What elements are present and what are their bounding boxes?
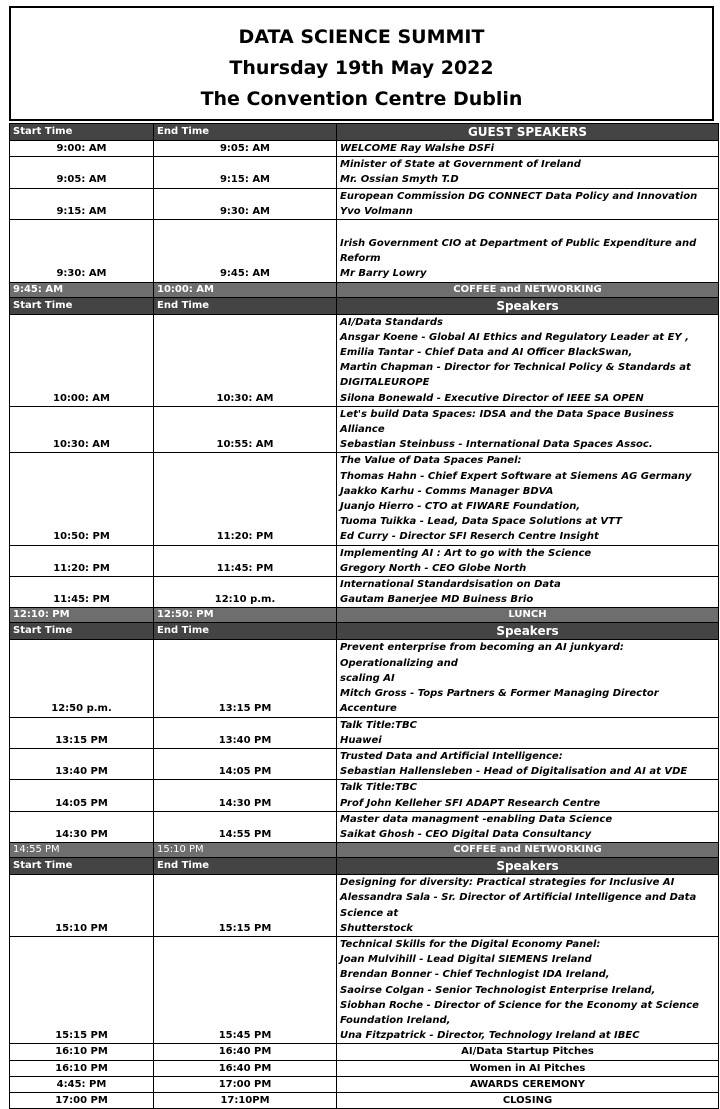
session-line: Foundation Ireland, (340, 1014, 451, 1026)
start-time-header: Start Time (10, 858, 154, 875)
session-description (337, 314, 719, 406)
closing-start-time: 16:10 PM (10, 1060, 154, 1076)
session-row (10, 220, 719, 283)
session-line: European Commission DG CONNECT Data Policy and Innovation (340, 190, 698, 202)
session-line: Silona Bonewald - Executive Director of IEEE SA OPEN (340, 392, 644, 404)
session-row (10, 748, 719, 779)
closing-start-time: 17:00 PM (10, 1092, 154, 1108)
session-end-time: 9:30: AM (154, 188, 337, 219)
end-time-header: End Time (154, 297, 337, 314)
session-row (10, 314, 719, 406)
session-line: Huawei (340, 734, 382, 746)
session-line: Alessandra Sala - Sr. Director of Artificial Intelligence and Data Science at (340, 892, 697, 919)
closing-row (10, 1076, 719, 1092)
closing-label: AI/Data Startup Pitches (337, 1044, 719, 1060)
session-row (10, 545, 719, 576)
closing-end-time: 16:40 PM (154, 1044, 337, 1060)
closing-label: AWARDS CEREMONY (337, 1076, 719, 1092)
closing-end-time: 17:00 PM (154, 1076, 337, 1092)
session-line: Gregory North - CEO Globe North (340, 562, 527, 574)
session-line: Irish Government CIO at Department of Public Expenditure and Reform (340, 238, 697, 265)
session-line: Prof John Kelleher SFI ADAPT Research Centre (340, 797, 601, 809)
session-end-time: 14:30 PM (154, 780, 337, 811)
session-end-time: 13:40 PM (154, 717, 337, 748)
start-time-header: Start Time (10, 297, 154, 314)
start-time-header: Start Time (10, 623, 154, 640)
session-line: Saoirse Colgan - Senior Technologist Enterprise Ireland, (340, 984, 656, 996)
break-row (10, 843, 719, 858)
start-time-header: Start Time (10, 124, 154, 141)
session-end-time: 9:05: AM (154, 141, 337, 157)
closing-start-time: 16:10 PM (10, 1044, 154, 1060)
session-row (10, 188, 719, 219)
session-line: Thomas Hahn - Chief Expert Software at Siemens AG Germany (340, 470, 692, 482)
session-start-time: 14:30 PM (10, 811, 154, 842)
end-time-header: End Time (154, 858, 337, 875)
break-row (10, 608, 719, 623)
session-line: Prevent enterprise from becoming an AI junkyard: Operationalizing and (340, 642, 624, 669)
event-date: Thursday 19th May 2022 (229, 57, 494, 79)
session-line: Minister of State at Government of Ireland (340, 159, 581, 171)
session-description (337, 811, 719, 842)
session-line: Martin Chapman - Director for Technical Policy & Standards at (340, 362, 691, 374)
event-venue: The Convention Centre Dublin (200, 88, 523, 110)
session-line: Mr Barry Lowry (340, 268, 427, 280)
session-row (10, 936, 719, 1043)
session-start-time: 9:00: AM (10, 141, 154, 157)
break-label: LUNCH (337, 608, 719, 623)
closing-row (10, 1060, 719, 1076)
session-line: Technical Skills for the Digital Economy Panel: (340, 938, 601, 950)
session-line: Talk Title:TBC (340, 782, 417, 794)
session-line: Yvo Volmann (340, 205, 413, 217)
session-line: Mitch Gross - Tops Partners & Former Managing Director Accenture (340, 688, 659, 715)
session-line: Designing for diversity: Practical strategies for Inclusive AI (340, 877, 675, 889)
schedule-table (9, 123, 719, 1109)
session-start-time: 15:15 PM (10, 936, 154, 1043)
session-line: Saikat Ghosh - CEO Digital Data Consultancy (340, 828, 592, 840)
closing-row (10, 1092, 719, 1108)
section-header-row (10, 297, 719, 314)
session-start-time: 13:40 PM (10, 748, 154, 779)
section-header-row (10, 858, 719, 875)
break-end-time: 12:50: PM (154, 608, 337, 623)
session-row (10, 141, 719, 157)
session-line: Master data managment -enabling Data Science (340, 813, 613, 825)
session-line: Joan Mulvihill - Lead Digital SIEMENS Ireland (340, 954, 592, 966)
section-header-row (10, 623, 719, 640)
session-end-time: 15:15 PM (154, 875, 337, 937)
session-row (10, 640, 719, 717)
session-description (337, 157, 719, 188)
closing-label: CLOSING (337, 1092, 719, 1108)
session-line: scaling AI (340, 672, 395, 684)
session-line: Emilia Tantar - Chief Data and AI Officer BlackSwan, (340, 347, 633, 359)
closing-end-time: 17:10PM (154, 1092, 337, 1108)
break-start-time: 14:55 PM (10, 843, 154, 858)
session-line: Sebastian Hallensleben - Head of Digitalisation and AI at VDE (340, 766, 688, 778)
session-line: DIGITALEUROPE (340, 377, 430, 389)
schedule-body (10, 124, 719, 1109)
session-description (337, 748, 719, 779)
session-description (337, 717, 719, 748)
session-end-time: 11:20: PM (154, 453, 337, 545)
session-start-time: 11:45: PM (10, 577, 154, 608)
session-row (10, 717, 719, 748)
session-line: WELCOME Ray Walshe DSFi (340, 143, 495, 154)
session-end-time: 9:15: AM (154, 157, 337, 188)
session-description (337, 640, 719, 717)
session-start-time: 15:10 PM (10, 875, 154, 937)
session-line: Jaakko Karhu - Comms Manager BDVA (340, 485, 554, 497)
closing-label: Women in AI Pitches (337, 1060, 719, 1076)
session-line: Trusted Data and Artificial Intelligence: (340, 750, 563, 762)
session-row (10, 780, 719, 811)
session-row (10, 875, 719, 937)
end-time-header: End Time (154, 623, 337, 640)
session-line: Mr. Ossian Smyth T.D (340, 174, 459, 186)
session-line: Shutterstock (340, 922, 413, 934)
session-line: Talk Title:TBC (340, 719, 417, 731)
session-end-time: 11:45: PM (154, 545, 337, 576)
session-description (337, 936, 719, 1043)
session-line: Tuoma Tuikka - Lead, Data Space Solutions at VTT (340, 516, 622, 528)
section-title: Speakers (337, 858, 719, 875)
session-end-time: 10:55: AM (154, 406, 337, 453)
session-end-time: 10:30: AM (154, 314, 337, 406)
break-row (10, 282, 719, 297)
session-description (337, 141, 719, 157)
closing-start-time: 4:45: PM (10, 1076, 154, 1092)
session-line: Ed Curry - Director SFI Reserch Centre Insight (340, 531, 599, 543)
session-row (10, 453, 719, 545)
session-row (10, 811, 719, 842)
session-start-time: 10:00: AM (10, 314, 154, 406)
session-start-time: 12:50 p.m. (10, 640, 154, 717)
session-end-time: 9:45: AM (154, 220, 337, 283)
session-description (337, 545, 719, 576)
session-line: Juanjo Hierro - CTO at FIWARE Foundation, (340, 501, 581, 513)
closing-end-time: 16:40 PM (154, 1060, 337, 1076)
event-title: DATA SCIENCE SUMMIT (238, 26, 485, 48)
session-row (10, 577, 719, 608)
session-line: Gautam Banerjee MD Buiness Brio (340, 594, 534, 606)
session-line: Una Fitzpatrick - Director, Technology Ireland at IBEC (340, 1030, 640, 1042)
session-end-time: 14:55 PM (154, 811, 337, 842)
session-description (337, 780, 719, 811)
break-end-time: 10:00: AM (154, 282, 337, 297)
session-description (337, 406, 719, 453)
break-start-time: 9:45: AM (10, 282, 154, 297)
break-start-time: 12:10: PM (10, 608, 154, 623)
break-label: COFFEE and NETWORKING (337, 843, 719, 858)
session-line: AI/Data Standards (340, 316, 443, 328)
session-start-time: 10:30: AM (10, 406, 154, 453)
session-start-time: 10:50: PM (10, 453, 154, 545)
session-end-time: 15:45 PM (154, 936, 337, 1043)
session-line: Siobhan Roche - Director of Science for the Economy at Science (340, 999, 699, 1011)
session-start-time: 14:05 PM (10, 780, 154, 811)
session-start-time: 9:05: AM (10, 157, 154, 188)
section-header-row (10, 124, 719, 141)
session-start-time: 9:15: AM (10, 188, 154, 219)
session-line: Let's build Data Spaces: IDSA and the Data Space Business Alliance (340, 408, 674, 436)
break-end-time: 15:10 PM (154, 843, 337, 858)
end-time-header: End Time (154, 124, 337, 141)
section-title: GUEST SPEAKERS (337, 124, 719, 141)
session-row (10, 406, 719, 453)
session-start-time: 13:15 PM (10, 717, 154, 748)
session-line: International Standardsisation on Data (340, 579, 561, 591)
section-title: Speakers (337, 297, 719, 314)
session-description (337, 220, 719, 283)
session-start-time: 9:30: AM (10, 220, 154, 283)
session-line: The Value of Data Spaces Panel: (340, 455, 522, 467)
session-end-time: 14:05 PM (154, 748, 337, 779)
session-description (337, 453, 719, 545)
session-description (337, 188, 719, 219)
closing-row (10, 1044, 719, 1060)
session-end-time: 12:10 p.m. (154, 577, 337, 608)
session-line: Brendan Bonner - Chief Technlogist IDA Ireland, (340, 969, 610, 981)
session-line: Sebastian Steinbuss - International Data Spaces Assoc. (340, 439, 653, 451)
session-line: Ansgar Koene - Global AI Ethics and Regulatory Leader at EY , (340, 331, 689, 343)
session-line: Implementing AI : Art to go with the Science (340, 547, 592, 559)
section-title: Speakers (337, 623, 719, 640)
event-header (9, 6, 714, 121)
session-description (337, 875, 719, 937)
session-end-time: 13:15 PM (154, 640, 337, 717)
break-label: COFFEE and NETWORKING (337, 282, 719, 297)
session-description (337, 577, 719, 608)
session-start-time: 11:20: PM (10, 545, 154, 576)
session-row (10, 157, 719, 188)
